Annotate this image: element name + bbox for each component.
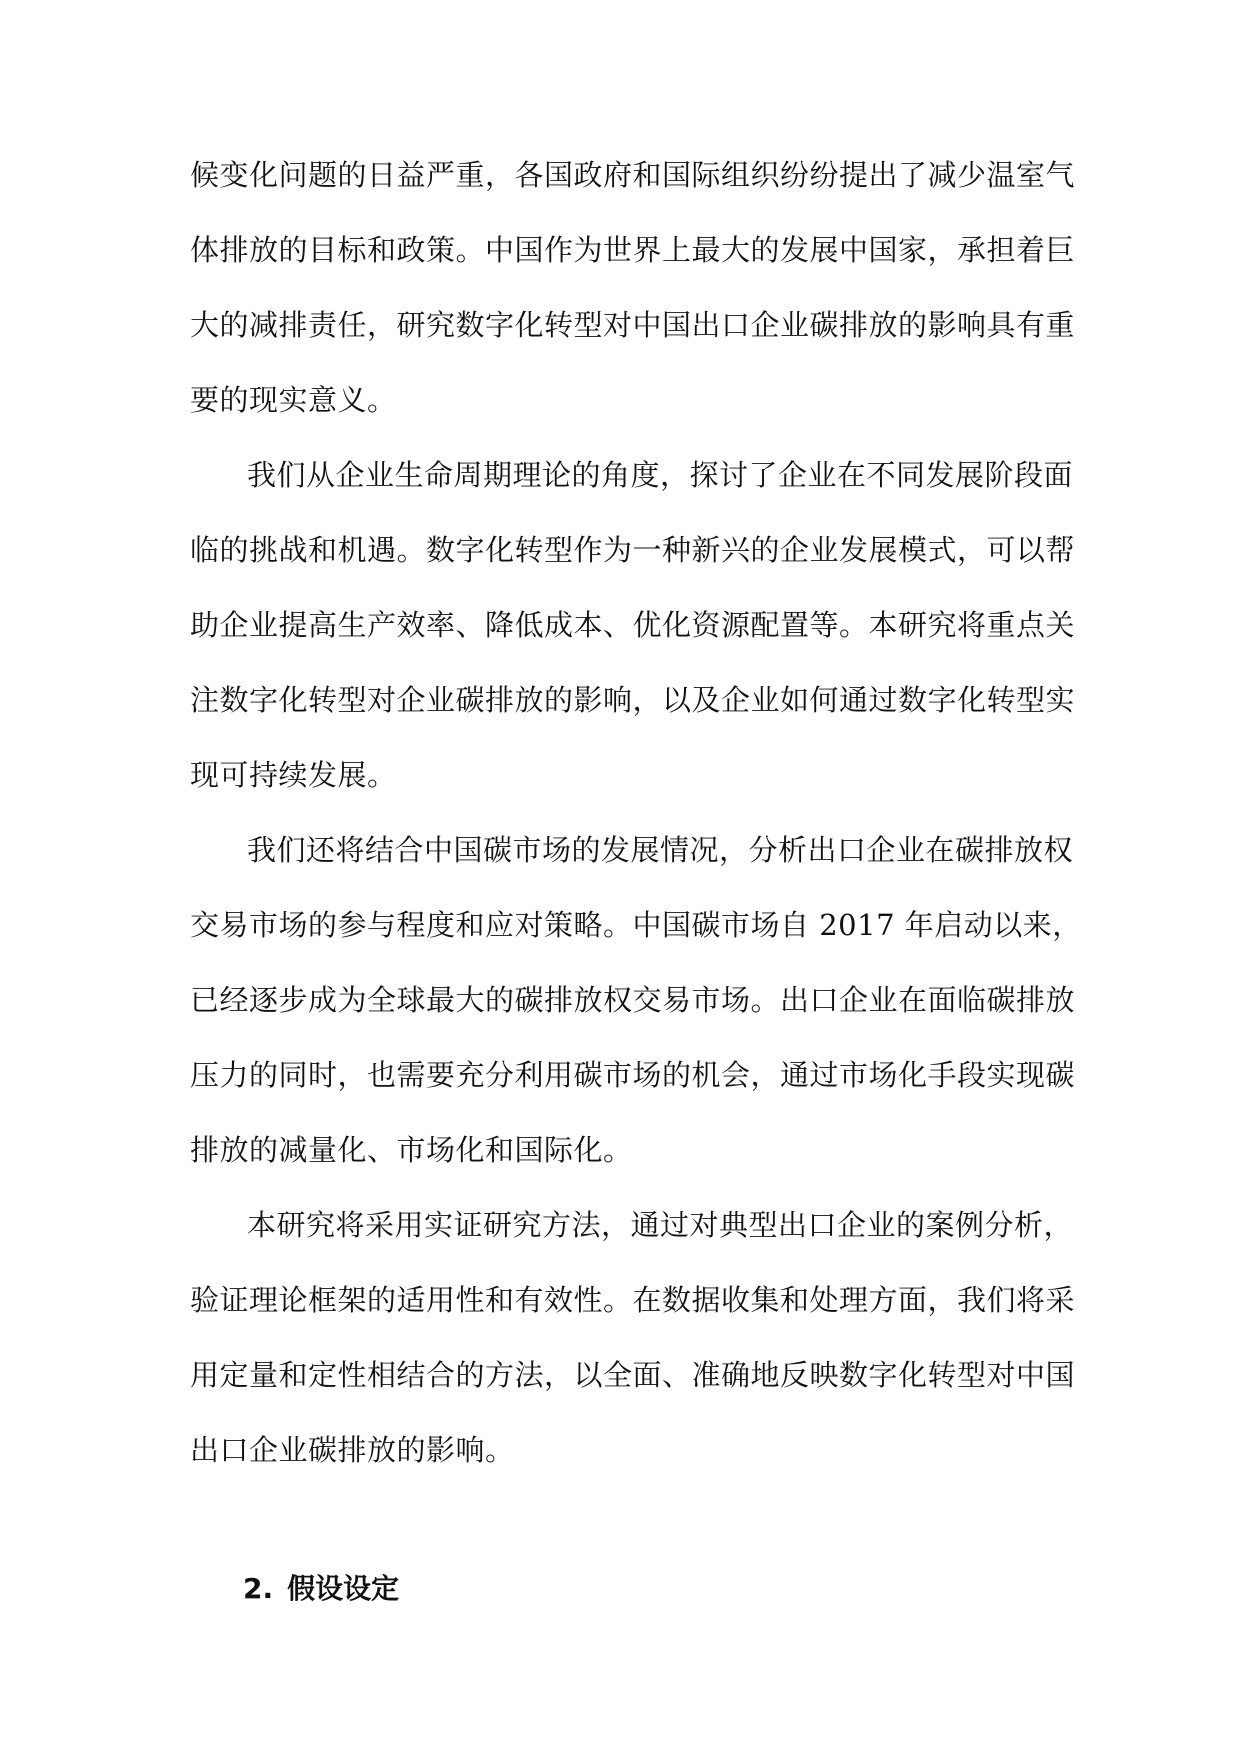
paragraph-line: 临的挑战和机遇。数字化转型作为一种新兴的企业发展模式，可以帮	[190, 533, 1076, 567]
paragraph-line: 排放的减量化、市场化和国际化。	[190, 1133, 633, 1167]
paragraph-line: 助企业提高生产效率、降低成本、优化资源配置等。本研究将重点关	[190, 608, 1076, 642]
section-heading	[243, 1571, 399, 1607]
paragraph-line: 交易市场的参与程度和应对策略。中国碳市场自 2017 年启动以来，	[190, 908, 1082, 942]
section-title: 假设设定	[287, 1572, 400, 1605]
paragraph-line: 现可持续发展。	[190, 758, 397, 792]
paragraph-line: 我们还将结合中国碳市场的发展情况，分析出口企业在碳排放权	[247, 833, 1074, 867]
paragraph-line: 注数字化转型对企业碳排放的影响，以及企业如何通过数字化转型实	[190, 683, 1076, 717]
paragraph-line: 我们从企业生命周期理论的角度，探讨了企业在不同发展阶段面	[247, 458, 1074, 492]
paragraph-line: 要的现实意义。	[190, 383, 397, 417]
paragraph-line: 本研究将采用实证研究方法，通过对典型出口企业的案例分析，	[247, 1208, 1074, 1242]
section-number: 2.	[243, 1572, 274, 1605]
paragraph-line: 验证理论框架的适用性和有效性。在数据收集和处理方面，我们将采	[190, 1283, 1076, 1317]
paragraph-line: 已经逐步成为全球最大的碳排放权交易市场。出口企业在面临碳排放	[190, 983, 1076, 1017]
paragraph-line: 压力的同时，也需要充分利用碳市场的机会，通过市场化手段实现碳	[190, 1058, 1076, 1092]
paragraph-line: 大的减排责任，研究数字化转型对中国出口企业碳排放的影响具有重	[190, 308, 1076, 342]
paragraph-line: 候变化问题的日益严重，各国政府和国际组织纷纷提出了减少温室气	[190, 158, 1076, 192]
paragraph-line: 出口企业碳排放的影响。	[190, 1433, 515, 1467]
paragraph-line: 体排放的目标和政策。中国作为世界上最大的发展中国家，承担着巨	[190, 233, 1076, 267]
paragraph-line: 用定量和定性相结合的方法，以全面、准确地反映数字化转型对中国	[190, 1358, 1076, 1392]
